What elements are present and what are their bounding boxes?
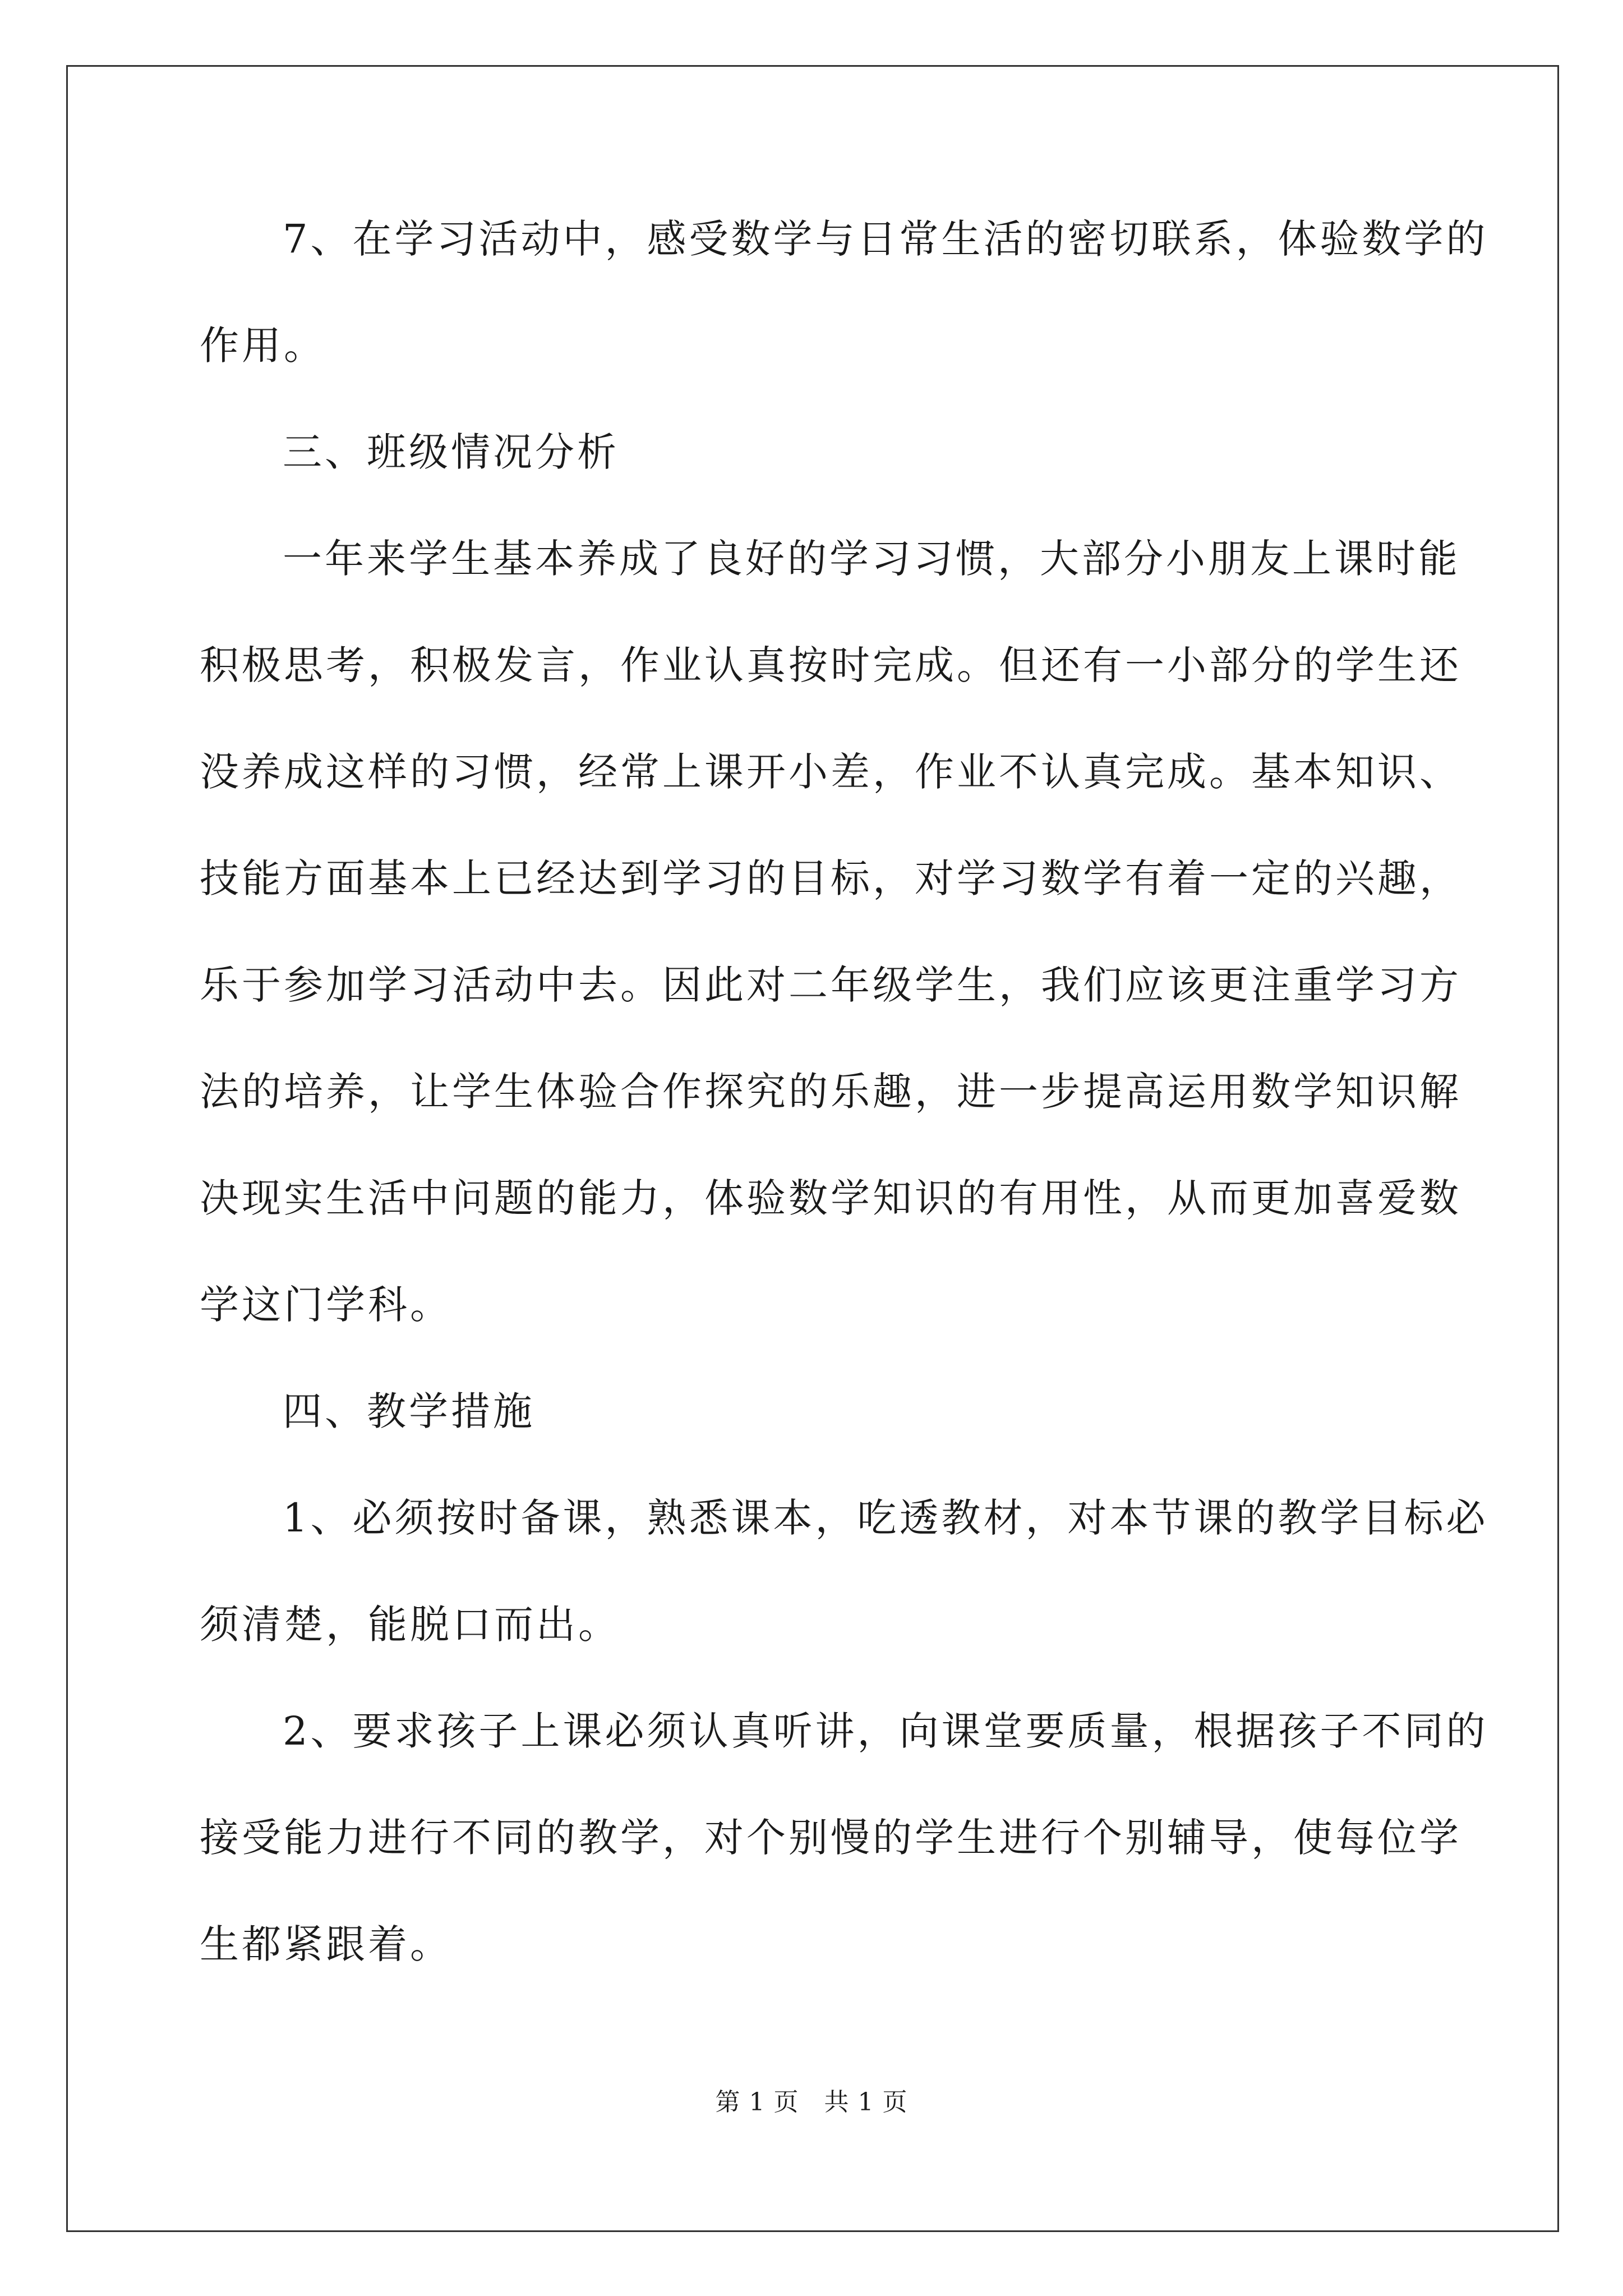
section-heading: 三、班级情况分析 bbox=[283, 429, 619, 475]
section-heading: 四、教学措施 bbox=[283, 1388, 535, 1434]
paragraph-line: 学这门学科。 bbox=[200, 1282, 452, 1328]
paragraph-line: 生都紧跟着。 bbox=[200, 1921, 452, 1967]
page-border bbox=[66, 65, 1559, 2232]
paragraph-line: 2、要求孩子上课必须认真听讲，向课堂要质量，根据孩子不同的 bbox=[283, 1708, 1488, 1754]
paragraph-line: 没养成这样的习惯，经常上课开小差，作业不认真完成。基本知识、 bbox=[200, 749, 1461, 795]
page-number-footer: 第 1 页 共 1 页 bbox=[715, 2088, 908, 2116]
paragraph-line: 法的培养，让学生体验合作探究的乐趣，进一步提高运用数学知识解 bbox=[200, 1069, 1461, 1115]
paragraph-line: 积极思考，积极发言，作业认真按时完成。但还有一小部分的学生还 bbox=[200, 642, 1461, 688]
paragraph-line: 技能方面基本上已经达到学习的目标，对学习数学有着一定的兴趣， bbox=[200, 855, 1461, 901]
paragraph-line: 乐于参加学习活动中去。因此对二年级学生，我们应该更注重学习方 bbox=[200, 962, 1461, 1008]
paragraph-line: 一年来学生基本养成了良好的学习习惯，大部分小朋友上课时能 bbox=[283, 536, 1460, 582]
paragraph-line: 须清楚，能脱口而出。 bbox=[200, 1602, 620, 1648]
paragraph-line: 7、在学习活动中，感受数学与日常生活的密切联系，体验数学的 bbox=[283, 216, 1488, 262]
paragraph-line: 接受能力进行不同的教学，对个别慢的学生进行个别辅导，使每位学 bbox=[200, 1815, 1461, 1861]
paragraph-line: 1、必须按时备课，熟悉课本，吃透教材，对本节课的教学目标必 bbox=[283, 1495, 1488, 1541]
paragraph-line: 作用。 bbox=[200, 323, 326, 369]
paragraph-line: 决现实生活中问题的能力，体验数学知识的有用性，从而更加喜爱数 bbox=[200, 1175, 1461, 1221]
